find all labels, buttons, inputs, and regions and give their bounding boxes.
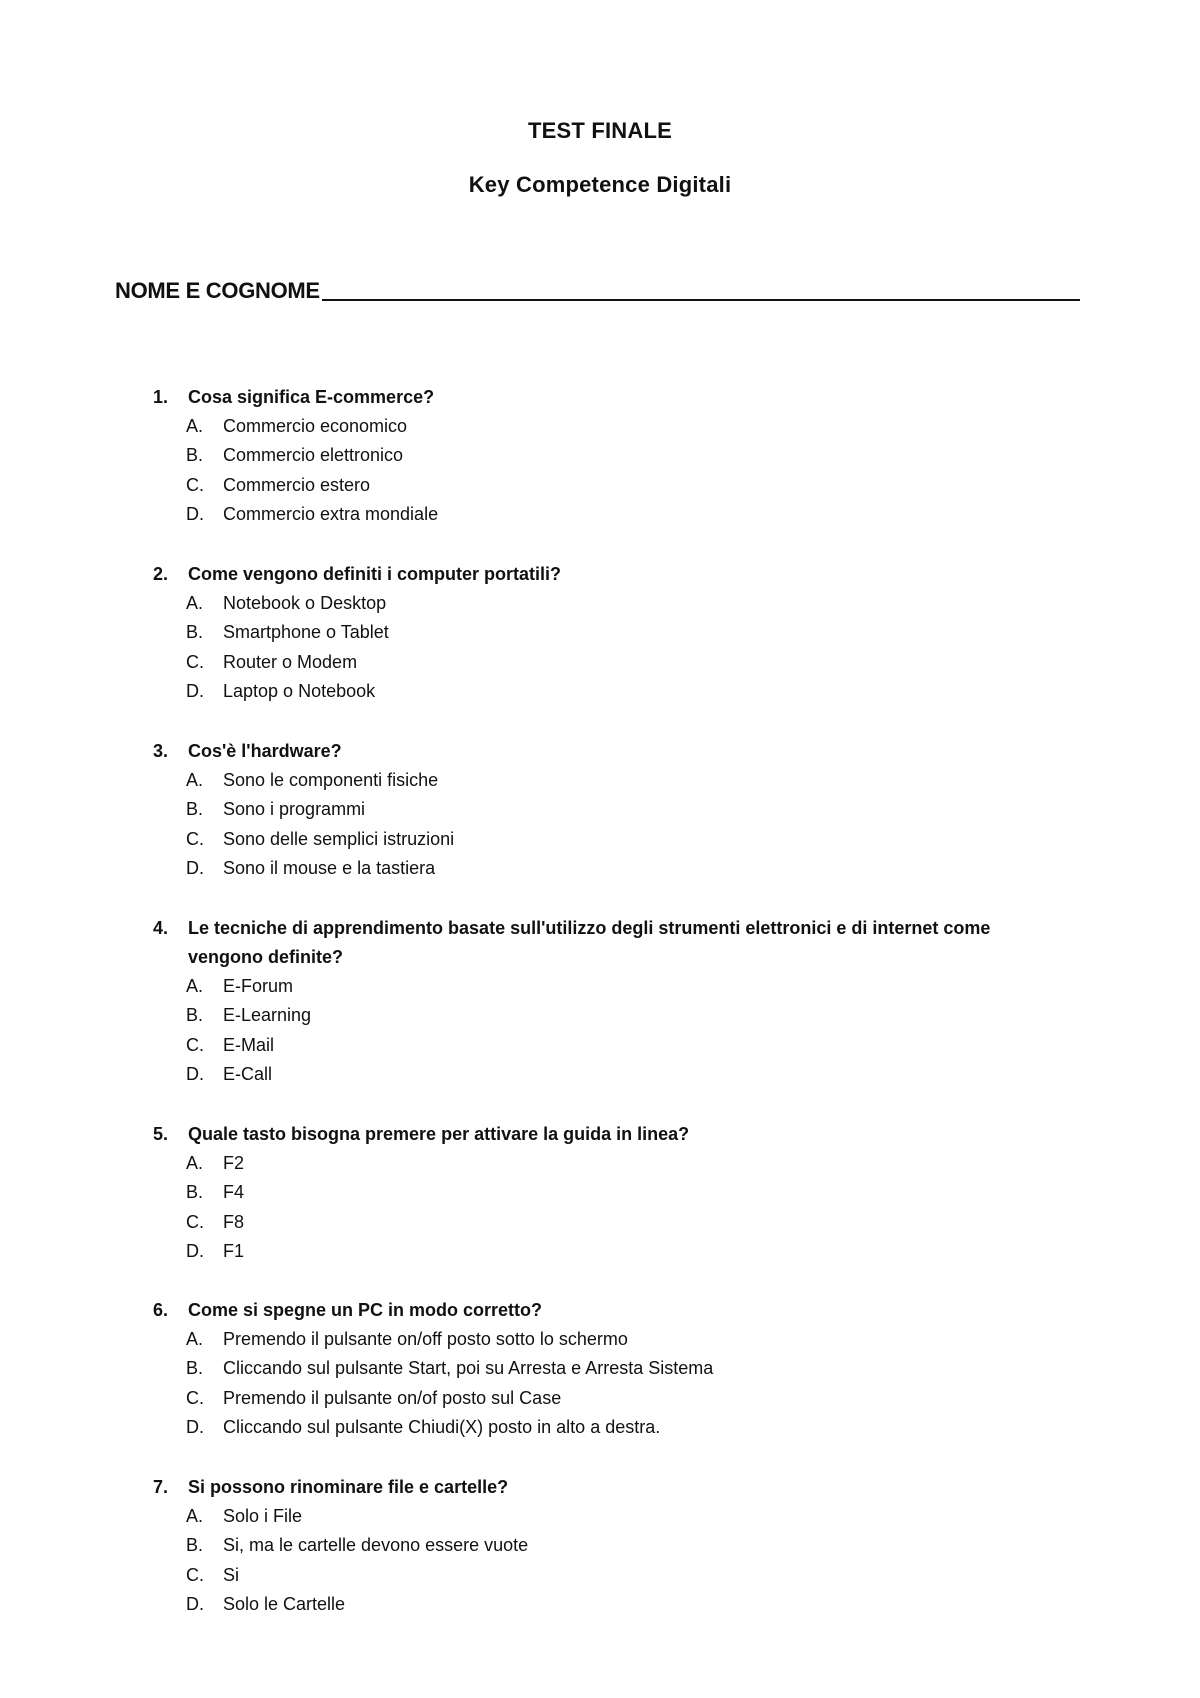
answer-option-d[interactable]	[0, 1413, 1200, 1442]
question-number: 3.	[153, 741, 169, 761]
option-letter: D.	[186, 1593, 204, 1614]
option-text: Notebook o Desktop	[223, 593, 387, 613]
option-letter: B.	[186, 799, 204, 820]
answer-option-b[interactable]	[0, 1354, 1200, 1383]
option-letter: B.	[186, 445, 204, 466]
question-4	[0, 914, 1200, 1089]
answer-option-b[interactable]	[0, 1531, 1200, 1560]
option-letter: A.	[186, 1506, 204, 1526]
question-text: Come vengono definiti i computer portatili?	[188, 564, 562, 584]
option-letter: A.	[186, 1153, 204, 1173]
document-subtitle: Key Competence Digitali	[468, 172, 732, 197]
question-number: 1.	[153, 387, 169, 407]
option-letter: B.	[186, 1182, 204, 1203]
answer-option-a[interactable]	[0, 589, 1200, 618]
option-letter: B.	[186, 1358, 204, 1379]
answer-option-b[interactable]	[0, 795, 1200, 824]
answer-option-c[interactable]	[0, 1208, 1200, 1237]
name-field-label: NOME E COGNOME	[115, 278, 320, 303]
option-letter: B.	[186, 622, 204, 643]
option-text: Si	[223, 1564, 240, 1585]
question-2	[0, 560, 1200, 706]
option-letter: C.	[186, 1387, 204, 1408]
option-letter: C.	[186, 828, 204, 849]
option-text: Sono delle semplici istruzioni	[223, 828, 455, 849]
answer-option-d[interactable]	[0, 1237, 1200, 1266]
option-text: F2	[223, 1153, 245, 1173]
question-text: Cos'è l'hardware?	[188, 741, 342, 761]
answer-option-c[interactable]	[0, 648, 1200, 677]
option-letter: D.	[186, 680, 204, 701]
option-letter: C.	[186, 651, 204, 672]
question-text: Si possono rinominare file e cartelle?	[188, 1477, 509, 1497]
question-5	[0, 1120, 1200, 1266]
question-number: 2.	[153, 564, 169, 584]
option-text: E-Mail	[223, 1034, 275, 1055]
option-text: Solo le Cartelle	[223, 1593, 346, 1614]
answer-option-d[interactable]	[0, 1590, 1200, 1619]
answer-option-d[interactable]	[0, 500, 1200, 529]
answer-option-b[interactable]	[0, 618, 1200, 647]
answer-option-c[interactable]	[0, 1031, 1200, 1060]
option-letter: A.	[186, 976, 204, 996]
option-text: Premendo il pulsante on/of posto sul Case	[223, 1387, 562, 1408]
option-text: Premendo il pulsante on/off posto sotto lo schermo	[223, 1329, 628, 1349]
answer-option-a[interactable]	[0, 766, 1200, 795]
option-text: E-Forum	[223, 976, 294, 996]
question-heading	[0, 737, 1200, 766]
answer-option-c[interactable]	[0, 825, 1200, 854]
option-text: Sono le componenti fisiche	[223, 770, 439, 790]
answer-option-a[interactable]	[0, 1149, 1200, 1178]
option-text: F8	[223, 1211, 245, 1232]
question-heading	[0, 560, 1200, 589]
option-letter: C.	[186, 474, 204, 495]
question-heading	[0, 1473, 1200, 1502]
option-text: F1	[223, 1240, 245, 1261]
option-letter: D.	[186, 1416, 204, 1437]
answer-option-a[interactable]	[0, 412, 1200, 441]
question-number: 7.	[153, 1477, 169, 1497]
question-1	[0, 383, 1200, 529]
option-letter: A.	[186, 593, 204, 613]
option-letter: B.	[186, 1005, 204, 1026]
option-text: Cliccando sul pulsante Chiudi(X) posto in alto a destra.	[223, 1416, 661, 1437]
option-text: Commercio economico	[223, 416, 408, 436]
option-text: Router o Modem	[223, 651, 358, 672]
option-letter: D.	[186, 1240, 204, 1261]
option-letter: A.	[186, 416, 204, 436]
document-title: TEST FINALE	[528, 118, 672, 143]
option-text: Sono i programmi	[223, 799, 366, 820]
option-letter: D.	[186, 1063, 204, 1084]
answer-option-a[interactable]	[0, 1502, 1200, 1531]
option-text: Sono il mouse e la tastiera	[223, 857, 436, 878]
option-text: Si, ma le cartelle devono essere vuote	[223, 1535, 529, 1556]
answer-option-d[interactable]	[0, 677, 1200, 706]
answer-option-b[interactable]	[0, 1001, 1200, 1030]
question-heading	[0, 1120, 1200, 1149]
option-letter: C.	[186, 1564, 204, 1585]
option-text: F4	[223, 1182, 245, 1203]
option-text: Cliccando sul pulsante Start, poi su Arresta e Arresta Sistema	[223, 1358, 714, 1379]
question-7	[0, 1473, 1200, 1619]
answer-option-d[interactable]	[0, 1060, 1200, 1089]
question-heading	[0, 1296, 1200, 1325]
option-letter: A.	[186, 1329, 204, 1349]
option-letter: C.	[186, 1211, 204, 1232]
option-text: Commercio elettronico	[223, 445, 404, 466]
option-letter: D.	[186, 857, 204, 878]
option-text: Laptop o Notebook	[223, 680, 376, 701]
question-number: 6.	[153, 1300, 169, 1320]
question-6	[0, 1296, 1200, 1442]
question-number: 5.	[153, 1124, 169, 1144]
option-letter: D.	[186, 503, 204, 524]
answer-option-b[interactable]	[0, 1178, 1200, 1207]
answer-option-a[interactable]	[0, 1325, 1200, 1354]
option-letter: A.	[186, 770, 204, 790]
answer-option-a[interactable]	[0, 972, 1200, 1001]
question-3	[0, 737, 1200, 883]
option-text: E-Call	[223, 1063, 273, 1084]
answer-option-c[interactable]	[0, 1561, 1200, 1590]
question-heading	[0, 383, 1200, 412]
answer-option-c[interactable]	[0, 471, 1200, 500]
option-text: Smartphone o Tablet	[223, 622, 389, 643]
question-text: Come si spegne un PC in modo corretto?	[188, 1300, 543, 1320]
question-heading	[0, 914, 1200, 972]
question-text: Quale tasto bisogna premere per attivare la guida in linea?	[188, 1124, 690, 1144]
question-number: 4.	[153, 918, 169, 938]
question-text: Le tecniche di apprendimento basate sull'utilizzo degli strumenti elettronici e di internet come vengono definite?	[188, 918, 991, 967]
answer-option-c[interactable]	[0, 1384, 1200, 1413]
option-text: Commercio estero	[223, 474, 371, 495]
option-letter: B.	[186, 1535, 204, 1556]
question-text: Cosa significa E-commerce?	[188, 387, 435, 407]
answer-option-d[interactable]	[0, 854, 1200, 883]
answer-option-b[interactable]	[0, 441, 1200, 470]
option-text: Solo i File	[223, 1506, 303, 1526]
option-text: E-Learning	[223, 1005, 312, 1026]
option-letter: C.	[186, 1034, 204, 1055]
option-text: Commercio extra mondiale	[223, 503, 439, 524]
